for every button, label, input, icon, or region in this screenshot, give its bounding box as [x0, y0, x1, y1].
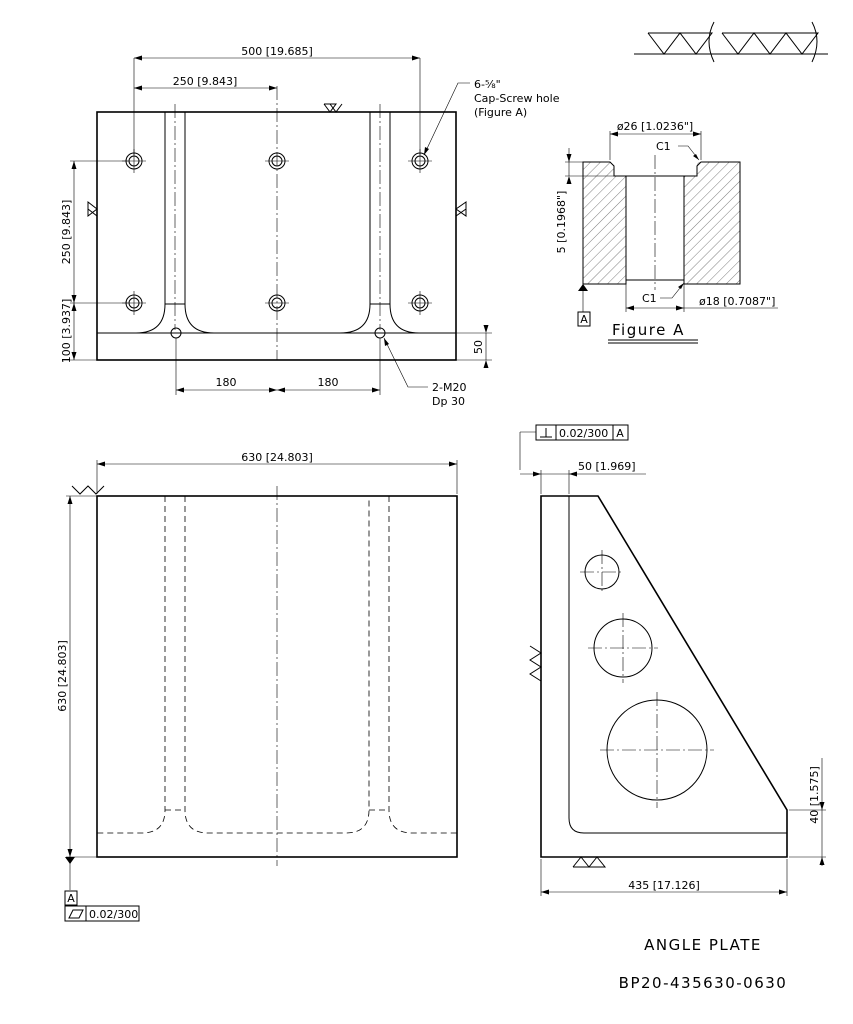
dim-depth-5: 5 [0.1968"] [555, 190, 568, 254]
dim-dia-18: ø18 [0.7087"] [699, 295, 776, 308]
front-view [56, 451, 457, 921]
dim-dia-26: ø26 [1.0236"] [616, 120, 694, 133]
dim-180-right: 180 [317, 376, 339, 389]
dim-50: 50 [472, 340, 485, 354]
cap-screw-hole [408, 291, 432, 315]
side-perpendicularity: 0.02/300 [559, 427, 609, 440]
top-view [60, 45, 560, 408]
figure-a [555, 120, 778, 343]
side-base: 40 [1.575] [808, 766, 821, 824]
note-tapped-depth: Dp 30 [432, 395, 465, 408]
chamfer-bottom: C1 [642, 292, 657, 305]
note-cap-screw-ref: (Figure A) [474, 106, 528, 119]
note-cap-screw-label: Cap-Screw hole [474, 92, 560, 105]
front-flatness: 0.02/300 [89, 908, 139, 921]
side-view [520, 425, 826, 896]
note-tapped-count: 2-M20 [432, 381, 467, 394]
dim-250-horizontal: 250 [9.843] [172, 75, 238, 88]
side-depth: 435 [17.126] [628, 879, 700, 892]
drawing-title: ANGLE PLATE [644, 936, 762, 954]
surface-finish-header [634, 22, 828, 62]
figure-a-datum: A [580, 313, 588, 326]
note-cap-screw-count: 6-⅝" [474, 78, 501, 91]
dim-180-left: 180 [215, 376, 237, 389]
front-width: 630 [24.803] [241, 451, 313, 464]
dim-500: 500 [19.685] [241, 45, 313, 58]
side-perp-datum: A [616, 427, 624, 440]
dim-250-vertical: 250 [9.843] [60, 199, 73, 265]
flatness-icon [69, 910, 83, 918]
front-datum: A [67, 892, 75, 905]
perpendicularity-icon [540, 428, 552, 437]
front-height: 630 [24.803] [56, 640, 69, 712]
dim-100: 100 [3.937] [60, 298, 73, 364]
figure-a-title: Figure A [612, 321, 685, 339]
part-number: BP20-435630-0630 [618, 974, 788, 992]
title-block [619, 936, 788, 992]
chamfer-top: C1 [656, 140, 671, 153]
side-wall: 50 [1.969] [578, 460, 636, 473]
